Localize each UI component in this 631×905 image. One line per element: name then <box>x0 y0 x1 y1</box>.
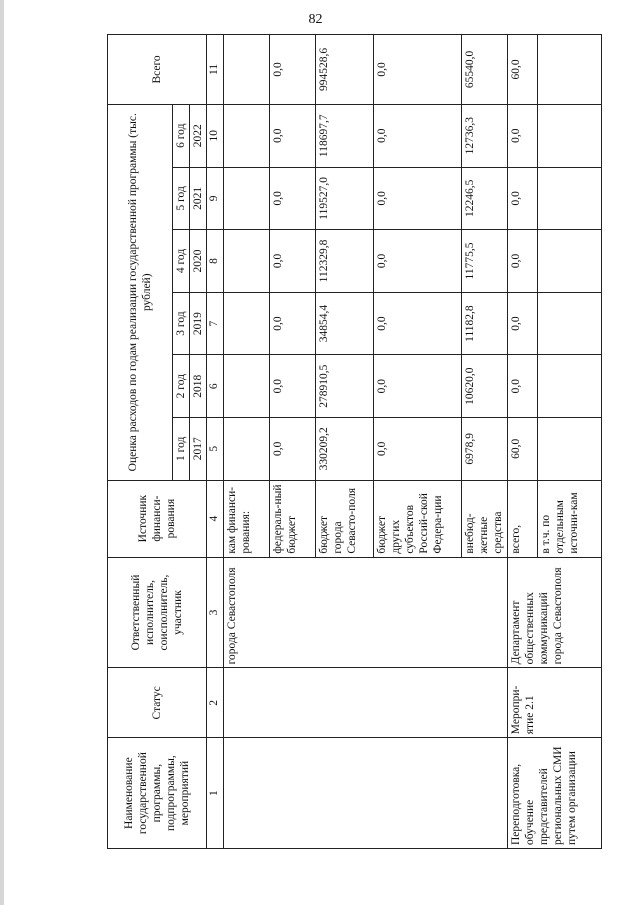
value-cell: 0,0 <box>508 104 538 167</box>
year-value: 2018 <box>190 355 207 418</box>
header-estimate: Оценка расходов по годам реализации государственной программы (тыс. рублей) <box>108 104 173 480</box>
value-cell: 0,0 <box>508 230 538 293</box>
value-cell: 0,0 <box>374 417 462 480</box>
value-cell <box>224 230 270 293</box>
value-cell: 0,0 <box>374 167 462 230</box>
header-total: Всего <box>108 35 207 105</box>
year-label: 3 год <box>173 292 190 355</box>
value-cell: 60,0 <box>508 417 538 480</box>
value-cell: 12736,3 <box>462 104 508 167</box>
status-cell: Меропри-ятие 2.1 <box>508 668 602 738</box>
value-cell <box>224 292 270 355</box>
value-cell: 118697,7 <box>316 104 374 167</box>
executor-cell: города Севастополя <box>224 557 508 668</box>
header-source: Источник финанси-рования <box>108 480 207 557</box>
value-cell: 34854,4 <box>316 292 374 355</box>
index-cell: 11 <box>207 35 224 105</box>
scan-edge <box>0 0 4 905</box>
value-cell <box>538 167 602 230</box>
index-cell: 4 <box>207 480 224 557</box>
year-label: 1 год <box>173 417 190 480</box>
column-index-row <box>207 35 224 849</box>
value-cell: 11182,8 <box>462 292 508 355</box>
value-cell: 12246,5 <box>462 167 508 230</box>
value-cell <box>224 104 270 167</box>
table-row <box>224 35 270 849</box>
value-cell: 0,0 <box>270 167 316 230</box>
index-cell: 7 <box>207 292 224 355</box>
index-cell: 9 <box>207 167 224 230</box>
rotated-table-container <box>107 34 580 849</box>
value-cell: 0,0 <box>508 292 538 355</box>
year-label: 2 год <box>173 355 190 418</box>
value-cell <box>538 355 602 418</box>
year-value: 2020 <box>190 230 207 293</box>
year-label: 6 год <box>173 104 190 167</box>
source-cell: бюджет других субъектов Россий-ской Федера-ции <box>374 480 462 557</box>
value-cell <box>538 417 602 480</box>
header-status: Статус <box>108 668 207 738</box>
status-cell <box>224 668 508 738</box>
value-cell: 10620,0 <box>462 355 508 418</box>
index-cell: 10 <box>207 104 224 167</box>
value-cell: 0,0 <box>374 230 462 293</box>
value-cell <box>538 230 602 293</box>
header-name: Наименование государственной программы, подпрограммы, мероприятий <box>108 738 207 849</box>
value-cell: 0,0 <box>270 355 316 418</box>
source-cell: в т.ч. по отдельным источни-кам <box>538 480 602 557</box>
year-value: 2022 <box>190 104 207 167</box>
value-cell: 0,0 <box>374 355 462 418</box>
value-cell: 0,0 <box>508 355 538 418</box>
index-cell: 5 <box>207 417 224 480</box>
value-cell: 6978,9 <box>462 417 508 480</box>
value-cell <box>224 417 270 480</box>
value-cell: 0,0 <box>374 104 462 167</box>
value-cell: 0,0 <box>508 167 538 230</box>
total-cell <box>224 35 270 105</box>
total-cell: 60,0 <box>508 35 538 105</box>
value-cell: 119527,0 <box>316 167 374 230</box>
year-label: 5 год <box>173 167 190 230</box>
total-cell <box>538 35 602 105</box>
index-cell: 3 <box>207 557 224 668</box>
source-cell: внебюд-жетные средства <box>462 480 508 557</box>
year-value: 2017 <box>190 417 207 480</box>
value-cell: 0,0 <box>270 292 316 355</box>
source-cell: федераль-ный бюджет <box>270 480 316 557</box>
source-cell: всего, <box>508 480 538 557</box>
index-cell: 1 <box>207 738 224 849</box>
total-cell: 0,0 <box>374 35 462 105</box>
value-cell: 0,0 <box>270 104 316 167</box>
value-cell: 0,0 <box>270 417 316 480</box>
year-label: 4 год <box>173 230 190 293</box>
executor-cell: Департамент общественных коммуникаций города Севастополя <box>508 557 602 668</box>
total-cell: 65540,0 <box>462 35 508 105</box>
index-cell: 8 <box>207 230 224 293</box>
index-cell: 2 <box>207 668 224 738</box>
year-value: 2019 <box>190 292 207 355</box>
value-cell: 11775,5 <box>462 230 508 293</box>
value-cell: 0,0 <box>374 292 462 355</box>
page-number: 82 <box>308 12 323 27</box>
index-cell: 6 <box>207 355 224 418</box>
value-cell <box>538 292 602 355</box>
expenditure-table <box>107 34 602 849</box>
value-cell: 278910,5 <box>316 355 374 418</box>
name-cell: Переподготовка, обучение представителей региональных СМИ путем организации <box>508 738 602 849</box>
total-cell: 0,0 <box>270 35 316 105</box>
table-row <box>508 35 538 849</box>
total-cell: 994528,6 <box>316 35 374 105</box>
value-cell: 0,0 <box>270 230 316 293</box>
value-cell: 112329,8 <box>316 230 374 293</box>
year-value: 2021 <box>190 167 207 230</box>
value-cell <box>538 104 602 167</box>
name-cell <box>224 738 508 849</box>
source-cell: бюджет города Севасто-поля <box>316 480 374 557</box>
value-cell <box>224 167 270 230</box>
value-cell <box>224 355 270 418</box>
header-executor: Ответственный исполнитель, соисполнитель, участник <box>108 557 207 668</box>
value-cell: 330209,2 <box>316 417 374 480</box>
source-cell: кам финанси-рования: <box>224 480 270 557</box>
